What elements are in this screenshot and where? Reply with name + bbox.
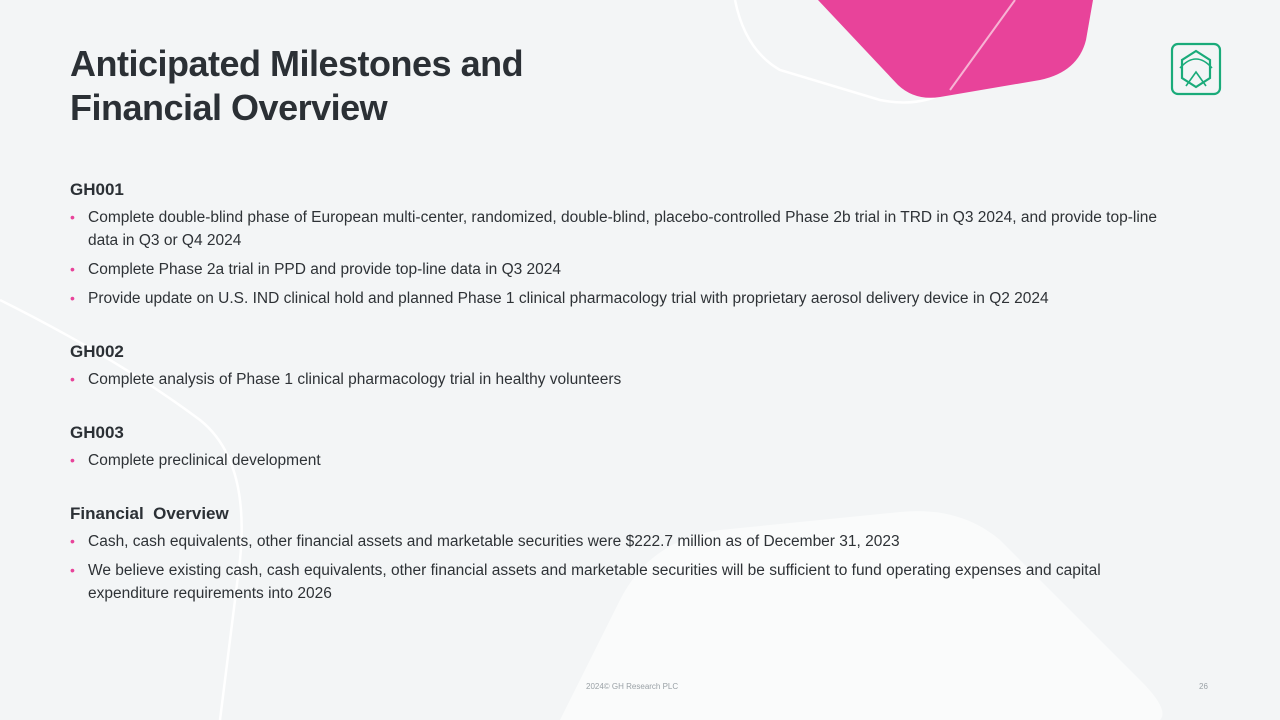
section-financial-overview	[70, 502, 1160, 605]
section-gh002	[70, 340, 1160, 391]
section-heading: GH002	[70, 342, 124, 361]
page-title	[70, 42, 690, 130]
bullet-list	[70, 368, 1160, 391]
bullet-text: Complete Phase 2a trial in PPD and provide top-line data in Q3 2024	[88, 261, 562, 278]
list-item	[70, 559, 1160, 605]
section-heading: GH001	[70, 180, 124, 199]
page-number: 26	[1199, 682, 1208, 691]
bullet-text: Complete preclinical development	[88, 452, 321, 469]
list-item	[70, 368, 1160, 391]
section-heading: GH003	[70, 423, 124, 442]
bullet-list	[70, 206, 1160, 310]
section-heading: Financial Overview	[70, 504, 229, 523]
page-title-line-2: Financial Overview	[70, 87, 388, 128]
bullet-text: Complete double-blind phase of European multi-center, randomized, double-blind, placebo-controlled Phase 2b trial in TRD in Q3 2024, and provide top-line data in Q3 or Q4 2024	[88, 209, 1158, 249]
bullet-icon: •	[70, 261, 75, 277]
bullet-icon: •	[70, 533, 75, 549]
list-item	[70, 530, 1160, 553]
bullet-text: Complete analysis of Phase 1 clinical pharmacology trial in healthy volunteers	[88, 371, 622, 388]
list-item	[70, 287, 1160, 310]
bullet-icon: •	[70, 452, 75, 468]
list-item	[70, 449, 1160, 472]
bullet-icon: •	[70, 290, 75, 306]
page-title-line-1: Anticipated Milestones and	[70, 43, 524, 84]
bullet-icon: •	[70, 562, 75, 578]
gh-research-hexagon-logo-icon	[1170, 42, 1222, 96]
list-item	[70, 206, 1160, 252]
section-gh003	[70, 421, 1160, 472]
section-gh001	[70, 178, 1160, 310]
bullet-text: We believe existing cash, cash equivalents, other financial assets and marketable securities will be sufficient to fund operating expenses and capital expenditure requirements into 2026	[88, 562, 1101, 602]
footer-copyright: 2024© GH Research PLC	[586, 682, 679, 691]
list-item	[70, 258, 1160, 281]
bullet-icon: •	[70, 209, 75, 225]
slide-content	[70, 178, 1160, 635]
bullet-list	[70, 530, 1160, 605]
bullet-text: Provide update on U.S. IND clinical hold and planned Phase 1 clinical pharmacology trial with proprietary aerosol delivery device in Q2 2024	[88, 290, 1049, 307]
bullet-list	[70, 449, 1160, 472]
bullet-icon: •	[70, 371, 75, 387]
bullet-text: Cash, cash equivalents, other financial assets and marketable securities were $222.7 million as of December 31, 2023	[88, 533, 900, 550]
